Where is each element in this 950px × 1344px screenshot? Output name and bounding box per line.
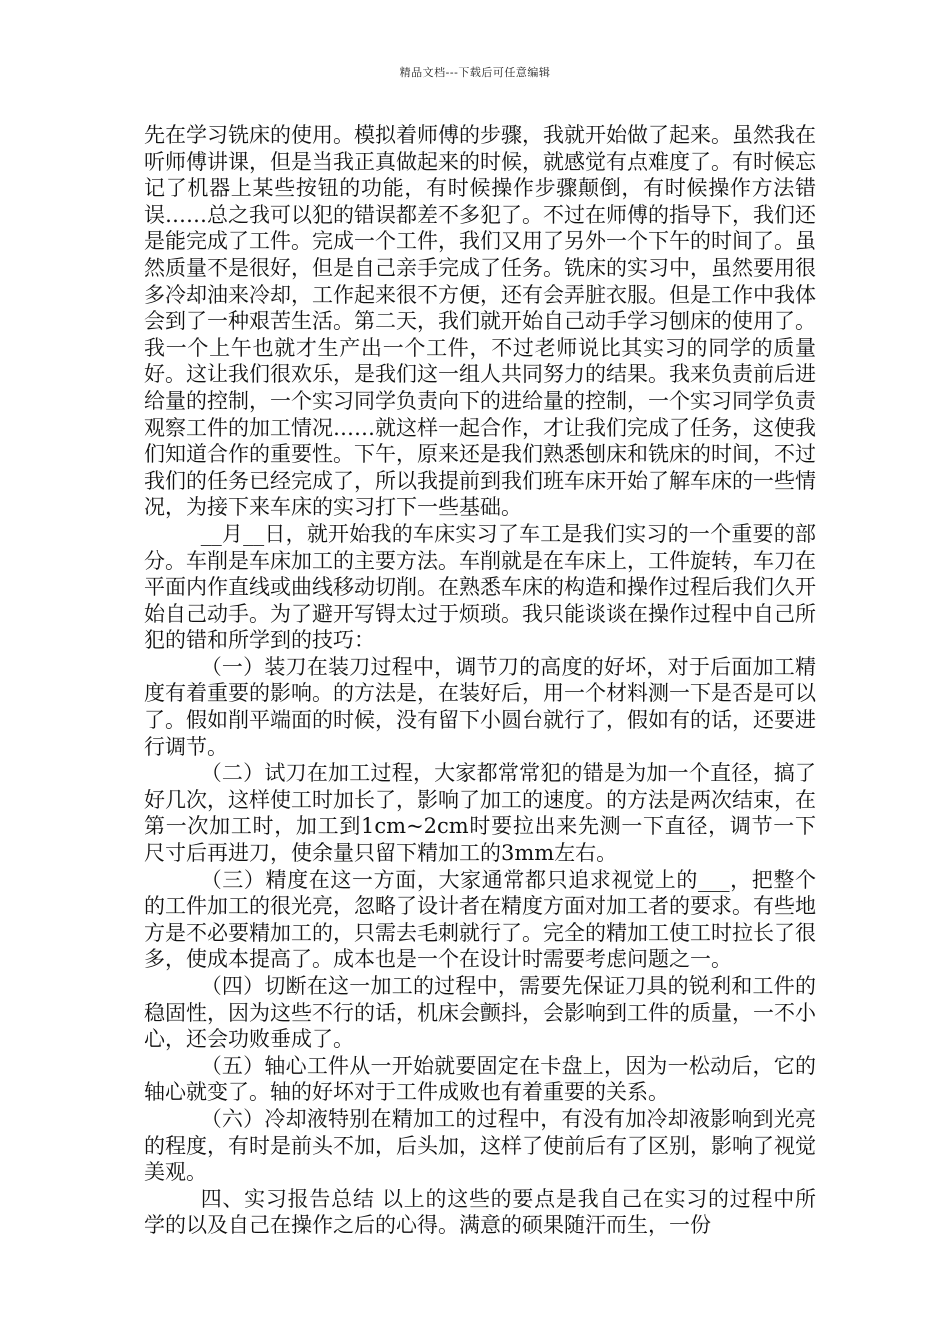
paragraph-milling-planing: 先在学习铣床的使用。模拟着师傅的步骤，我就开始做了起来。虽然我在听师傅讲课，但是当我正真做起来的时候，就感觉有点难度了。有时候忘记了机器上某些按钮的功能，有时候操作步骤颠倒，有时候操作方法错误……总之我可以犯的错误都差不多犯了。不过在师傅的指导下，我们还是能完成了工件。完成一个工件，我们又用了另外一个下午的时间了。虽然质量不是很好，但是自己亲手完成了任务。铣床的实习中，虽然要用很多冷却油来冷却，工作起来很不方便，还有会弄脏衣服。但是工作中我体会到了一种艰苦生活。第二天，我们就开始自己动手学习刨床的使用了。我一个上午也就才生产出一个工件，不过老师说比其实习的同学的质量好。这让我们很欢乐，是我们这一组人共同努力的结果。我来负责前后进给量的控制，一个实习同学负责向下的进给量的控制，一个实习同学负责观察工件的加工情况……就这样一起合作，才让我们完成了任务，这使我们知道合作的重要性。下午，原来还是我们熟悉刨床和铣床的时间，不过我们的任务已经完成了，所以我提前到我们班车床开始了解车床的一些情况，为接下来车床的实习打下一些基础。: [144, 123, 816, 520]
document-body: [144, 122, 816, 1239]
paragraph-precision: （三）精度在这一方面，大家通常都只追求视觉上的___，把整个的工件加工的很光亮，忽略了设计者在精度方面对加工者的要求。有些地方是不必要精加工的，只需去毛刺就行了。完全的精加工使工时拉长了很多，使成本提高了。成本也是一个在设计时需要考虑问题之一。: [144, 867, 816, 972]
paragraph-axis: （五）轴心工件从一开始就要固定在卡盘上，因为一松动后，它的轴心就变了。轴的好坏对于工件成败也有着重要的关系。: [144, 1053, 816, 1105]
paragraph-summary: 四、实习报告总结 以上的这些的要点是我自己在实习的过程中所学的以及自己在操作之后的心得。满意的硕果随汗而生，一份: [144, 1186, 816, 1238]
paragraph-tool-mounting: （一）装刀在装刀过程中，调节刀的高度的好坏，对于后面加工精度有着重要的影响。的方法是，在装好后，用一个材料测一下是否是可以了。假如削平端面的时候，没有留下小圆台就行了，假如有的话，还要进行调节。: [144, 654, 816, 759]
paragraph-cutoff: （四）切断在这一加工的过程中，需要先保证刀具的锐利和工件的稳固性，因为这些不行的话，机床会颤抖，会影响到工件的质量，一不小心，还会功败垂成了。: [144, 974, 816, 1052]
paragraph-lathe-intro: __月__日，就开始我的车床实习了车工是我们实习的一个重要的部分。车削是车床加工的主要方法。车削就是在车床上，工件旋转，车刀在平面内作直线或曲线移动切削。在熟悉车床的构造和操作过程后我们久开始自己动手。为了避开写锝太过于烦琐。我只能谈谈在操作过程中自己所犯的错和所学到的技巧：: [144, 521, 816, 653]
paragraph-trial-cut: （二）试刀在加工过程，大家都常常犯的错是为加一个直径，搞了好几次，这样使工时加长了，影响了加工的速度。的方法是两次结束，在第一次加工时，加工到1cm~2cm时要拉出来先测一下直径，调节一下尺寸后再进刀，使余量只留下精加工的3mm左右。: [144, 761, 816, 866]
paragraph-coolant: （六）冷却液特别在精加工的过程中，有没有加冷却液影响到光亮的程度，有时是前头不加，后头加，这样了使前后有了区别，影响了视觉美观。: [144, 1106, 816, 1185]
page-header: 精品文档---下载后可任意编辑: [399, 66, 551, 79]
